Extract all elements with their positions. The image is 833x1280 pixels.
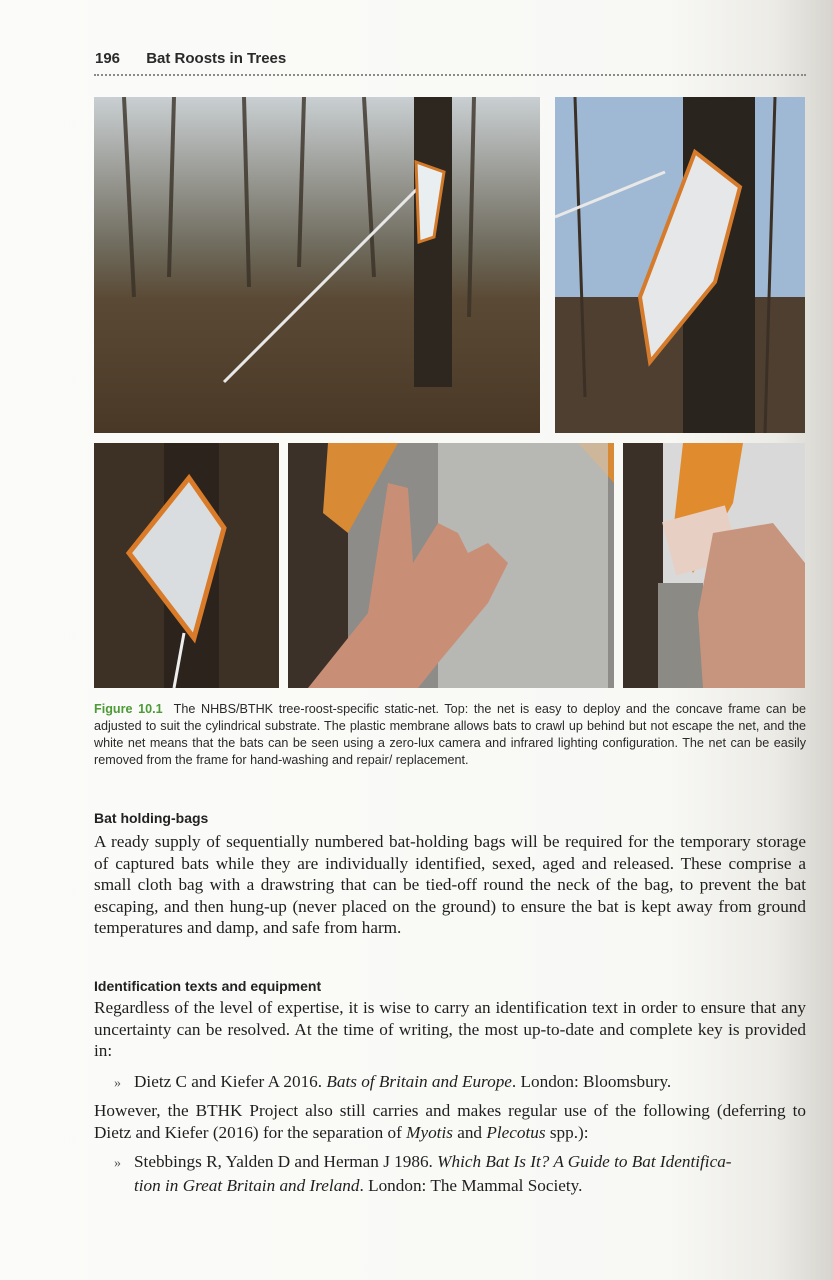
ref-title-part1: Which Bat Is It? A Guide to Bat Identifica-: [437, 1152, 732, 1171]
taxon-plecotus: Plecotus: [486, 1122, 546, 1142]
section-body-identification-2: [94, 1100, 806, 1143]
section-body-bat-holding-bags: A ready supply of sequentially numbered bat-holding bags will be required for the temporary storage of captured bats while they are individually identified, sexed, aged and released. These comprise a small cloth bag with a drawstring that can be tied-off round the neck of the bag, to prevent the bat escaping, and then hung-up (never placed on the ground) to ensure the bat is kept away from ground temperatures and damp, and safe from harm.: [94, 832, 806, 937]
photo-hand-on-membrane: [288, 443, 614, 688]
photo-net-attachment-closeup: [623, 443, 805, 688]
photo-net-deployed-woodland: [94, 97, 540, 433]
taxon-myotis: Myotis: [406, 1122, 453, 1142]
figure-label: Figure 10.1: [94, 702, 163, 716]
body-text: spp.):: [549, 1122, 589, 1142]
photo-net-on-trunk: [555, 97, 805, 433]
body-text: and: [457, 1122, 483, 1142]
reference-stebbings: [114, 1151, 806, 1196]
section-heading-bat-holding-bags: Bat holding-bags: [94, 810, 209, 826]
bullet-icon: »: [114, 1156, 121, 1171]
ref-publisher: . London: Bloomsbury.: [511, 1072, 672, 1091]
header-rule: [94, 74, 806, 76]
bullet-icon: »: [114, 1076, 121, 1091]
figure-caption-text: The NHBS/BTHK tree-roost-specific static-net. Top: the net is easy to deploy and the concave frame can be adjusted to suit the cylindrical substrate. The plastic membrane allows bats to crawl up behind but not escape the net, and the white net means that the bats can be seen using a zero-lux camera and infrared lighting configuration. The net can be easily removed from the frame for hand-washing and repair/ replacement.: [94, 702, 806, 767]
ref-title: Bats of Britain and Europe: [326, 1072, 512, 1091]
section-body-identification: Regardless of the level of expertise, it is wise to carry an identification text in order to ensure that any uncertainty can be resolved. At the time of writing, the most up-to-date and complete key is provided in:: [94, 998, 806, 1060]
ref-authors: Dietz C and Kiefer A 2016.: [134, 1072, 323, 1091]
ref-publisher: . London: The Mammal Society.: [359, 1175, 583, 1195]
reference-dietz-kiefer: [114, 1071, 806, 1095]
figure-caption: [94, 701, 806, 769]
body-text: However, the BTHK Project also still carries and makes regular use of the following (deferring to Dietz and Kiefer (2016) for the separation of: [94, 1101, 806, 1142]
ref-authors: Stebbings R, Yalden D and Herman J 1986.: [134, 1152, 433, 1171]
running-title: Bat Roosts in Trees: [146, 50, 287, 67]
section-heading-identification: Identification texts and equipment: [94, 978, 322, 994]
photo-net-front-view: [94, 443, 279, 688]
page-number: 196: [95, 50, 121, 67]
running-header: [95, 50, 286, 67]
ref-title-part2: tion in Great Britain and Ireland: [134, 1175, 360, 1195]
